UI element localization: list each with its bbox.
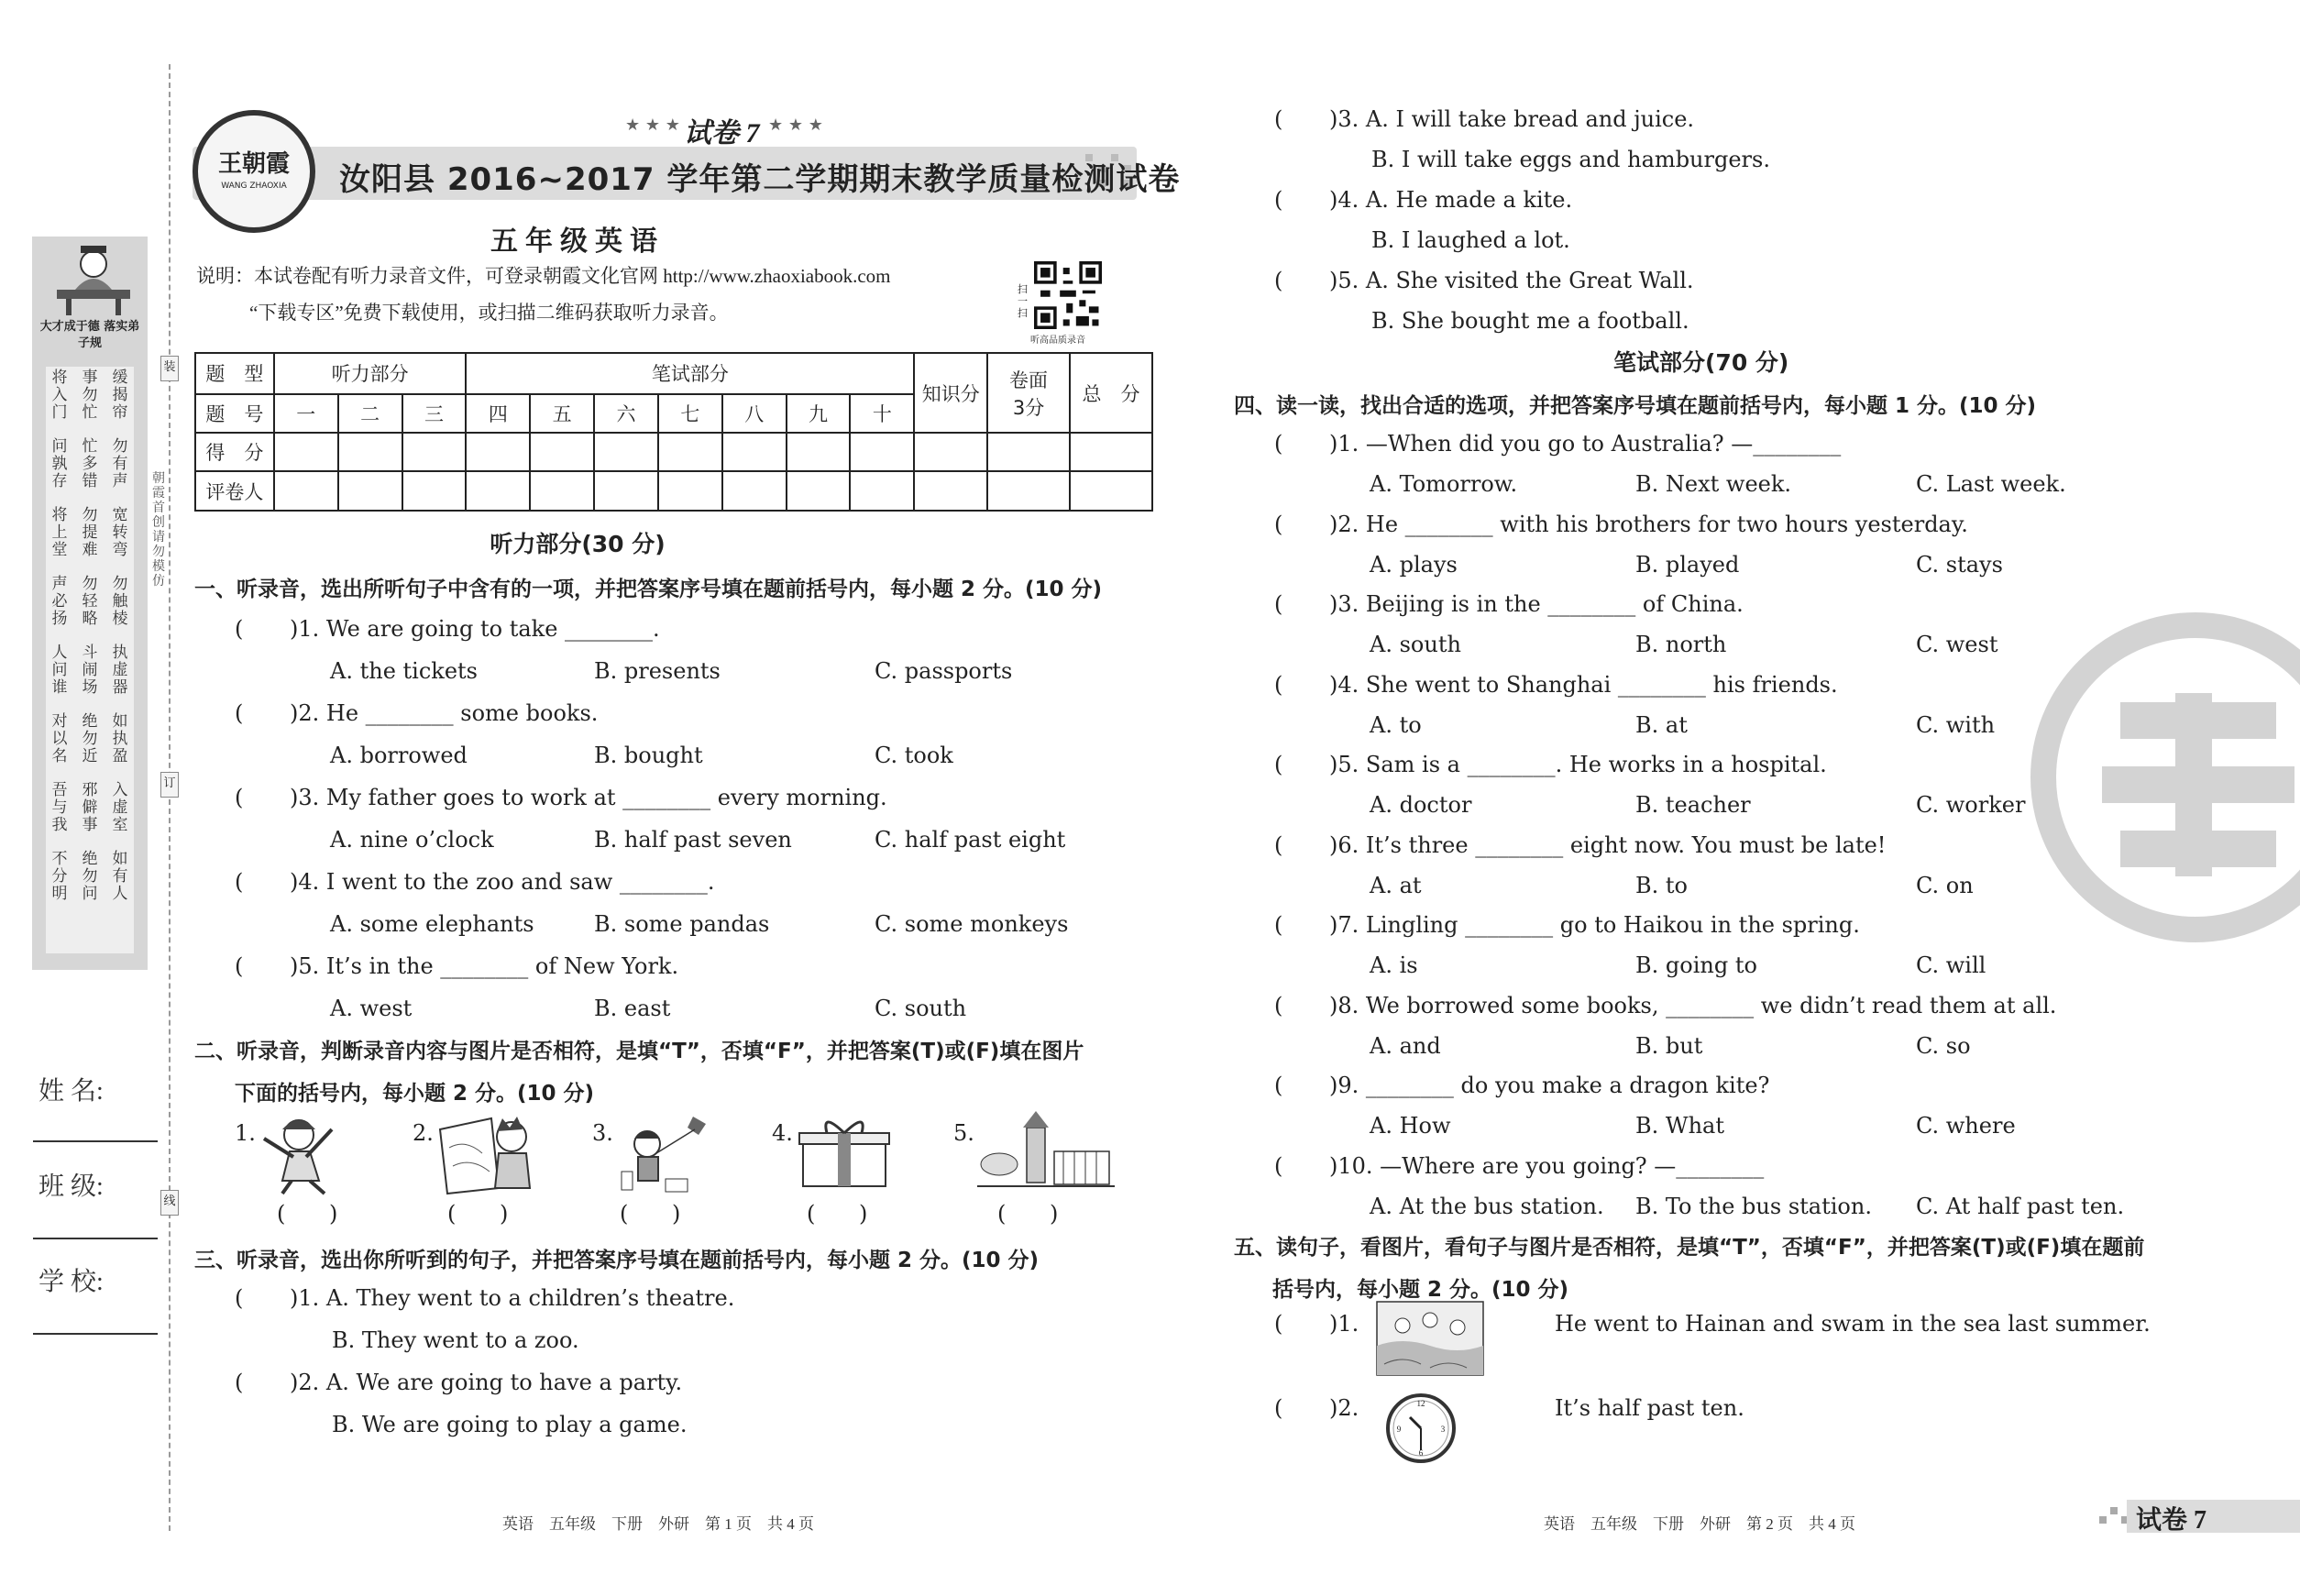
motto-column: 声必扬: [51, 575, 68, 627]
note-line-1: 说明：本试卷配有听力录音文件，可登录朝霞文化官网 http://www.zhaoxiabook.com: [196, 265, 891, 287]
option-b[interactable]: B. but: [1635, 1032, 1703, 1059]
section-number: 八: [722, 394, 787, 433]
answer-paren[interactable]: (: [1274, 1073, 1283, 1098]
option-b[interactable]: B. I laughed a lot.: [1371, 227, 1570, 253]
motto-column: 宽转弯: [112, 506, 128, 558]
option-b[interactable]: B. half past seven: [594, 827, 792, 853]
question-text: )3. Beijing is in the ________ of China.: [1329, 591, 1744, 617]
option-c[interactable]: C. At half past ten.: [1916, 1193, 2125, 1219]
option-b[interactable]: B. I will take eggs and hamburgers.: [1371, 147, 1770, 172]
option-c[interactable]: C. half past eight: [875, 827, 1066, 853]
seal-mark-2: 订: [160, 772, 179, 798]
answer-paren[interactable]: (: [1274, 106, 1283, 132]
answer-paren[interactable]: (: [1274, 752, 1283, 777]
option-c[interactable]: C. some monkeys: [875, 911, 1069, 937]
option-b[interactable]: B. We are going to play a game.: [332, 1412, 688, 1437]
option-a[interactable]: A. west: [330, 996, 413, 1021]
logo-subtext: WANG ZHAOXIA: [221, 182, 287, 191]
name-label: 姓 名:: [39, 1077, 104, 1106]
option-c[interactable]: C. took: [875, 743, 953, 768]
option-a[interactable]: A. Tomorrow.: [1370, 471, 1518, 497]
answer-paren[interactable]: (: [235, 700, 244, 726]
option-b[interactable]: B. some pandas: [594, 911, 770, 937]
answer-paren[interactable]: (: [1274, 1152, 1283, 1179]
part5-heading-2: 括号内，每小题 2 分。(10 分): [1272, 1278, 1569, 1302]
grader-cell[interactable]: [466, 471, 530, 511]
binding-line: [169, 64, 171, 1531]
option-c[interactable]: C. south: [875, 996, 967, 1021]
picture-answer-paren[interactable]: ( ): [997, 1201, 1059, 1227]
answer-paren[interactable]: (: [1274, 831, 1283, 858]
qr-caption: 听高品质录音: [1030, 336, 1085, 346]
picture-answer-paren[interactable]: ( ): [277, 1201, 338, 1227]
subject-title: 五年级英语: [490, 226, 665, 258]
picture-number-4: 4.: [772, 1120, 793, 1146]
city-buildings-picture: [977, 1109, 1115, 1195]
option-a[interactable]: A. at: [1370, 872, 1422, 898]
motto-group: [50, 575, 129, 627]
picture-answer-paren[interactable]: ( ): [807, 1201, 868, 1227]
answer-paren[interactable]: (: [235, 1370, 244, 1395]
knowledge-header: 知识分: [914, 353, 987, 433]
motto-column: 人问谁: [51, 644, 68, 696]
option-b[interactable]: B. played: [1635, 551, 1740, 578]
beach-swimming-picture: [1375, 1300, 1485, 1377]
part5-heading-1: 五、读句子，看图片，看句子与图片是否相符，是填“T”，否填“F”，并把答案(T)或(F)填在题前: [1234, 1236, 2145, 1260]
motto-column: 勿提难: [82, 506, 98, 558]
question-text: )2. He ________ with his brothers for two hours yesterday.: [1329, 511, 1968, 537]
question-text: )4. I went to the zoo and saw ________.: [290, 869, 715, 895]
score-cell[interactable]: [466, 433, 530, 471]
grader-cell[interactable]: [850, 471, 914, 511]
section-number: 四: [466, 394, 530, 433]
option-c[interactable]: C. so: [1916, 1032, 1971, 1059]
motto-column: 如执盈: [112, 712, 128, 765]
motto-column: 吾与我: [51, 781, 68, 833]
gift-box-picture: [794, 1111, 895, 1195]
question-text: )8. We borrowed some books, ________ we didn’t read them at all.: [1329, 992, 2057, 1018]
section-number: 二: [338, 394, 402, 433]
picture-number-5: 5.: [953, 1120, 974, 1146]
score-cell[interactable]: [594, 433, 658, 471]
motto-group: [50, 781, 129, 833]
motto-column: 勿轻略: [82, 575, 98, 627]
answer-paren[interactable]: (: [1274, 431, 1283, 457]
grader-cell[interactable]: [787, 471, 851, 511]
grader-cell[interactable]: [914, 471, 987, 511]
picture-number-3: 3.: [592, 1120, 613, 1146]
grader-cell[interactable]: [274, 471, 338, 511]
motto-column: 不分明: [51, 850, 68, 902]
score-cell[interactable]: [914, 433, 987, 471]
motto-column: 将入门: [51, 369, 68, 421]
motto-column: 事勿忙: [82, 369, 98, 421]
option-a[interactable]: )1. A. They went to a children’s theatre.: [290, 1285, 735, 1311]
option-b[interactable]: B. Next week.: [1635, 471, 1792, 497]
motto-column: 斗闹场: [82, 644, 98, 696]
answer-paren[interactable]: (: [1274, 268, 1283, 293]
score-cell[interactable]: [530, 433, 594, 471]
section-number: 七: [658, 394, 722, 433]
option-c[interactable]: C. Last week.: [1916, 471, 2066, 497]
option-a[interactable]: A. is: [1370, 952, 1418, 978]
grader-header: 评卷人: [195, 471, 274, 511]
option-a[interactable]: A. plays: [1370, 551, 1458, 578]
school-label: 学 校:: [39, 1268, 104, 1296]
footer-tag: 试卷 7: [2136, 1506, 2207, 1535]
option-c[interactable]: C. with: [1916, 711, 1996, 738]
grader-cell[interactable]: [530, 471, 594, 511]
school-field[interactable]: [33, 1333, 158, 1335]
grader-cell[interactable]: [402, 471, 467, 511]
option-a[interactable]: A. nine o’clock: [330, 827, 494, 853]
motto-column: 对以名: [51, 712, 68, 765]
option-b[interactable]: B. To the bus station.: [1635, 1193, 1872, 1219]
option-b[interactable]: B. They went to a zoo.: [332, 1327, 579, 1353]
option-a[interactable]: )3. A. I will take bread and juice.: [1329, 106, 1695, 132]
name-field[interactable]: [33, 1140, 158, 1142]
motto-column: 将上堂: [51, 506, 68, 558]
grader-cell[interactable]: [1070, 471, 1152, 511]
motto-group: [50, 712, 129, 765]
part5-paren-1[interactable]: (: [1274, 1311, 1283, 1337]
type-header: 题 型: [195, 353, 274, 394]
option-b[interactable]: B. east: [594, 996, 671, 1021]
section-number: 三: [402, 394, 467, 433]
seal-note: 朝霞首创 请勿模仿: [152, 472, 165, 589]
score-header: 得 分: [195, 433, 274, 471]
option-c[interactable]: C. will: [1916, 952, 1986, 978]
question-text: )5. Sam is a ________. He works in a hospital.: [1329, 752, 1827, 777]
option-b[interactable]: B. north: [1635, 632, 1727, 657]
listening-title: 听力部分(30 分): [490, 531, 666, 557]
option-c[interactable]: C. worker: [1916, 792, 2026, 818]
score-cell[interactable]: [987, 433, 1070, 471]
motto-group: [50, 644, 129, 696]
answer-paren[interactable]: (: [1274, 187, 1283, 213]
option-a[interactable]: A. to: [1370, 711, 1422, 738]
score-cell[interactable]: [402, 433, 467, 471]
part5-sentence-1: He went to Hainan and swam in the sea last summer.: [1555, 1311, 2151, 1337]
answer-paren[interactable]: (: [1274, 511, 1283, 537]
score-cell[interactable]: [1070, 433, 1152, 471]
score-cell[interactable]: [850, 433, 914, 471]
option-a[interactable]: A. some elephants: [330, 911, 534, 937]
answer-paren[interactable]: (: [1274, 912, 1283, 938]
option-b[interactable]: B. bought: [594, 743, 703, 768]
neatness-header: 卷面 3分: [987, 353, 1070, 433]
footer-left: 英语 五年级 下册 外研 第 1 页 共 4 页: [502, 1515, 814, 1533]
svg-text:6: 6: [1418, 1448, 1424, 1458]
motto-title: 大才成于德 落实弟子规: [39, 320, 140, 350]
option-a[interactable]: )4. A. He made a kite.: [1329, 187, 1573, 213]
motto-column: 勿有声: [112, 437, 128, 490]
motto-column: 绝勿问: [82, 850, 98, 902]
svg-text:9: 9: [1396, 1425, 1402, 1434]
boy-with-map-picture: [438, 1111, 539, 1195]
option-a[interactable]: A. borrowed: [330, 743, 468, 768]
option-c[interactable]: C. on: [1916, 872, 1974, 898]
option-a[interactable]: )2. A. We are going to have a party.: [290, 1370, 683, 1395]
option-c[interactable]: C. west: [1916, 632, 1998, 657]
picture-number-2: 2.: [413, 1120, 434, 1146]
option-a[interactable]: )5. A. She visited the Great Wall.: [1329, 268, 1694, 293]
option-b[interactable]: B. to: [1635, 872, 1688, 898]
option-b[interactable]: B. teacher: [1635, 792, 1751, 818]
exam-title: 汝阳县 2016~2017 学年第二学期期末教学质量检测试卷: [339, 161, 1181, 198]
motto-column: 入虚室: [112, 781, 128, 833]
motto-column: 勿触棱: [112, 575, 128, 627]
question-text: )2. He ________ some books.: [290, 700, 599, 726]
part5-number-2: )2.: [1329, 1395, 1359, 1421]
option-a[interactable]: A. How: [1370, 1113, 1451, 1139]
score-cell[interactable]: [658, 433, 722, 471]
section-number: 十: [850, 394, 914, 433]
seal-mark-3: 线: [160, 1190, 179, 1216]
picture-answer-paren[interactable]: ( ): [620, 1201, 681, 1227]
paper-tag: 试卷 7: [684, 118, 760, 149]
motto-group: [50, 369, 129, 421]
picture-answer-paren[interactable]: ( ): [447, 1201, 509, 1227]
motto-column: 问孰存: [51, 437, 68, 490]
grader-cell[interactable]: [338, 471, 402, 511]
listening-header: 听力部分: [274, 353, 467, 394]
answer-paren[interactable]: (: [235, 785, 244, 810]
question-text: )10. —Where are you going? —________: [1329, 1152, 1765, 1179]
part5-number-1: )1.: [1329, 1311, 1359, 1337]
score-cell[interactable]: [274, 433, 338, 471]
option-a[interactable]: A. At the bus station.: [1370, 1193, 1604, 1219]
boy-flying-kite-picture: [614, 1111, 724, 1195]
star-right-icon: ★ ★ ★: [768, 116, 823, 135]
note-line-2: “下载专区”免费下载使用，或扫描二维码获取听力录音。: [249, 302, 729, 324]
motto-column: 如有人: [112, 850, 128, 902]
seal-pattern-icon: [2056, 638, 2300, 917]
part2-heading-1: 二、听录音，判断录音内容与图片是否相符，是填“T”，否填“F”，并把答案(T)或(F)填在图片: [194, 1040, 1084, 1063]
section-number: 一: [274, 394, 338, 433]
grader-cell[interactable]: [658, 471, 722, 511]
question-text: )1. We are going to take ________.: [290, 616, 660, 642]
number-header: 题 号: [195, 394, 274, 433]
question-text: )6. It’s three ________ eight now. You must be late!: [1329, 831, 1887, 858]
girl-stretching-picture: [255, 1111, 347, 1195]
writing-header: 笔试部分: [466, 353, 914, 394]
motto-column: 缓揭帘: [112, 369, 128, 421]
answer-paren[interactable]: (: [1274, 591, 1283, 617]
question-text: )5. It’s in the ________ of New York.: [290, 953, 679, 979]
grader-cell[interactable]: [987, 471, 1070, 511]
footer-right: 英语 五年级 下册 外研 第 2 页 共 4 页: [1544, 1515, 1855, 1533]
motto-column: 执虚器: [112, 644, 128, 696]
option-b[interactable]: B. She bought me a football.: [1371, 308, 1689, 334]
option-a[interactable]: A. south: [1370, 632, 1461, 657]
class-label: 班 级:: [39, 1172, 104, 1201]
total-header: 总 分: [1070, 353, 1152, 433]
option-b[interactable]: B. What: [1635, 1113, 1724, 1139]
star-left-icon: ★ ★ ★: [625, 116, 680, 135]
motto-column: 绝勿近: [82, 712, 98, 765]
score-table: [194, 352, 1153, 512]
svg-text:3: 3: [1440, 1425, 1446, 1434]
option-c[interactable]: C. stays: [1916, 551, 2003, 578]
score-cell[interactable]: [787, 433, 851, 471]
grader-cell[interactable]: [594, 471, 658, 511]
question-text: )1. —When did you go to Australia? —________: [1329, 431, 1842, 457]
option-a[interactable]: A. doctor: [1370, 792, 1472, 818]
option-a[interactable]: A. the tickets: [330, 658, 478, 684]
section-number: 九: [787, 394, 851, 433]
question-text: )9. ________ do you make a dragon kite?: [1329, 1073, 1770, 1098]
question-text: )3. My father goes to work at ________ every morning.: [290, 785, 887, 810]
option-b[interactable]: B. at: [1635, 711, 1688, 738]
seal-mark-1: 装: [160, 356, 179, 381]
part4-heading: 四、读一读，找出合适的选项，并把答案序号填在题前括号内，每小题 1 分。(10 分): [1234, 394, 2037, 418]
part1-heading: 一、听录音，选出所听句子中含有的一项，并把答案序号填在题前括号内，每小题 2 分。(10 分): [194, 578, 1103, 601]
question-text: )7. Lingling ________ go to Haikou in the spring.: [1329, 912, 1860, 938]
watermark-seal: [2030, 612, 2300, 942]
qr-code-icon[interactable]: [1034, 261, 1102, 329]
answer-paren[interactable]: (: [235, 953, 244, 979]
motto-columns: [50, 369, 129, 902]
grader-cell[interactable]: [722, 471, 787, 511]
motto-group: [50, 850, 129, 902]
part5-paren-2[interactable]: (: [1274, 1395, 1283, 1421]
writing-title: 笔试部分(70 分): [1613, 349, 1789, 376]
part5-sentence-2: It’s half past ten.: [1555, 1395, 1744, 1421]
section-number: 六: [594, 394, 658, 433]
clock-picture: [1384, 1390, 1458, 1467]
part2-heading-2: 下面的括号内，每小题 2 分。(10 分): [235, 1082, 595, 1106]
motto-column: 邪僻事: [82, 781, 98, 833]
score-cell[interactable]: [722, 433, 787, 471]
svg-text:12: 12: [1416, 1399, 1425, 1408]
answer-paren[interactable]: (: [235, 616, 244, 642]
option-a[interactable]: A. and: [1370, 1032, 1441, 1059]
qr-side-label: 扫一扫: [1018, 284, 1028, 319]
logo-text: 王朝霞: [217, 150, 290, 177]
option-c[interactable]: C. where: [1916, 1113, 2016, 1139]
question-text: )4. She went to Shanghai ________ his friends.: [1329, 671, 1838, 698]
option-c[interactable]: C. passports: [875, 658, 1013, 684]
answer-paren[interactable]: (: [235, 1285, 244, 1311]
publisher-logo: [193, 110, 315, 233]
motto-group: [50, 437, 129, 490]
section-number: 五: [530, 394, 594, 433]
option-b[interactable]: B. going to: [1635, 952, 1757, 978]
score-cell[interactable]: [338, 433, 402, 471]
motto-column: 忙多错: [82, 437, 98, 490]
option-b[interactable]: B. presents: [594, 658, 721, 684]
class-field[interactable]: [33, 1238, 158, 1239]
part3-heading: 三、听录音，选出你所听到的句子，并把答案序号填在题前括号内，每小题 2 分。(10 分): [194, 1249, 1040, 1272]
picture-number-1: 1.: [235, 1120, 256, 1146]
answer-paren[interactable]: (: [235, 869, 244, 895]
answer-paren[interactable]: (: [1274, 992, 1283, 1018]
answer-paren[interactable]: (: [1274, 671, 1283, 698]
